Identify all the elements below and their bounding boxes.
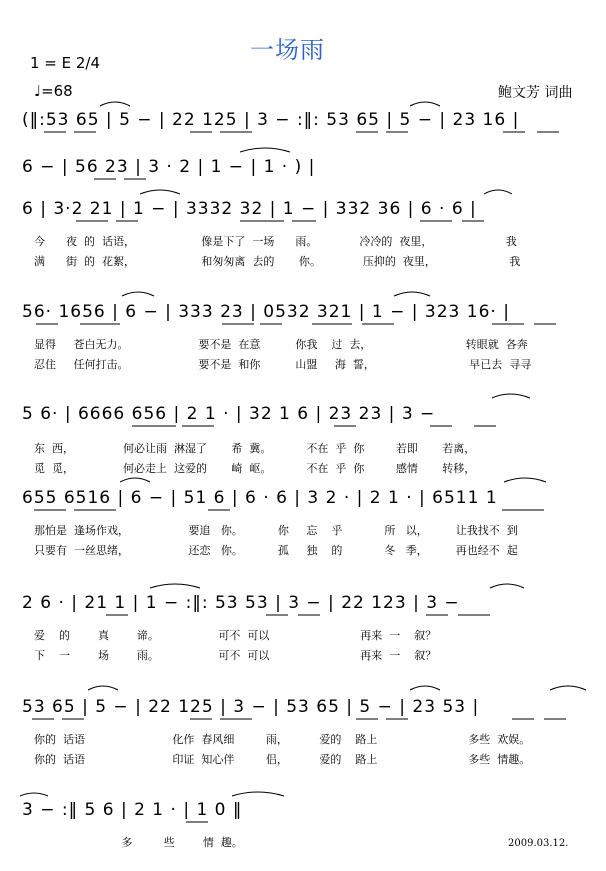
score-line-8-notes: 53 65 | 5 − | 22 125 | 3 − | 53 65 | 5 − | 23 53 |: [22, 697, 480, 717]
score-line-3-lyric-2: 满 街 的 花絮， 和匆匆离 去的 你。 压抑的 夜里， 我: [34, 255, 521, 268]
score-line-8-lyric-1: 你的 话语 化作 春风细 雨， 爱的 路上 多些 欢娱。: [34, 733, 531, 746]
score-line-5-notes: 5 6· | 6666 656 | 2 1 · | 32 1 6 | 23 23 | 3 −: [22, 404, 436, 424]
score-line-7-notes: 2 6 · | 21 1 | 1 − :‖: 53 53 | 3 − | 22 123 | 3 −: [22, 593, 460, 613]
score-line-5-lyric-1: 东 西， 何必让雨 淋湿了 希 冀。 不在 乎 你 若即 若离，: [34, 442, 476, 455]
score-line-7-lyric-2: 下 一 场 雨。 可不 可以 再来 一 叙？: [34, 649, 437, 662]
score-line-4-lyric-1: 显得 苍白无力。 要不是 在意 你我 过 去， 转眼就 各奔: [34, 338, 528, 351]
key-signature: 1 = E 2/4: [30, 54, 101, 72]
score-line-6-lyric-2: 只要有 一丝思绪， 还恋 你。 孤 独 的 冬 季， 再也经不 起: [34, 544, 518, 557]
score-line-3-lyric-1: 今 夜 的 话语， 像是下了 一场 雨。 冷冷的 夜里， 我: [34, 235, 517, 248]
score-line-1-notes: (‖:53 65 | 5 − | 22 125 | 3 − :‖: 53 65 | 5 − | 23 16 |: [22, 110, 520, 130]
score-line-7-lyric-1: 爱 的 真 谛。 可不 可以 再来 一 叙？: [34, 629, 437, 642]
tempo-marking: ♩=68: [34, 82, 73, 100]
score-line-8-lyric-2: 你的 话语 印证 知心伴 侣， 爱的 路上 多些 情趣。: [34, 753, 531, 766]
score-line-2-notes: 6 − | 56 23 | 3 · 2 | 1 − | 1 · ) |: [22, 157, 316, 177]
score-line-4-lyric-2: 忍住 任何打击。 要不是 和你 山盟 海 誓， 早已去 寻寻: [34, 358, 532, 371]
score-line-9-lyric-1: 多 些 情 趣。: [34, 836, 243, 849]
score-line-5-lyric-2: 觅 觅， 何必走上 这爱的 崎 岖。 不在 乎 你 感情 转移，: [34, 462, 476, 475]
score-line-9-notes: 3 − :‖ 5 6 | 2 1 · | 1 0 ‖: [22, 800, 243, 820]
composer-credit: 鲍文芳 词曲: [498, 85, 573, 101]
score-line-3-notes: 6 | 3·2 21 | 1 − | 3332 32 | 1 − | 332 36 | 6 · 6 |: [22, 199, 477, 219]
score-line-6-lyric-1: 那怕是 逢场作戏， 要追 你。 你 忘 乎 所 以， 让我找不 到: [34, 524, 518, 537]
score-line-6-notes: 655 6516 | 6 − | 51 6 | 6 · 6 | 3 2 · | 2 1 · | 6511 1: [22, 488, 498, 508]
song-title: 一场雨: [250, 36, 325, 64]
score-line-4-notes: 56· 1656 | 6 − | 333 23 | 0532 321 | 1 − | 323 16· |: [22, 302, 510, 322]
date-stamp: 2009.03.12.: [508, 838, 569, 849]
